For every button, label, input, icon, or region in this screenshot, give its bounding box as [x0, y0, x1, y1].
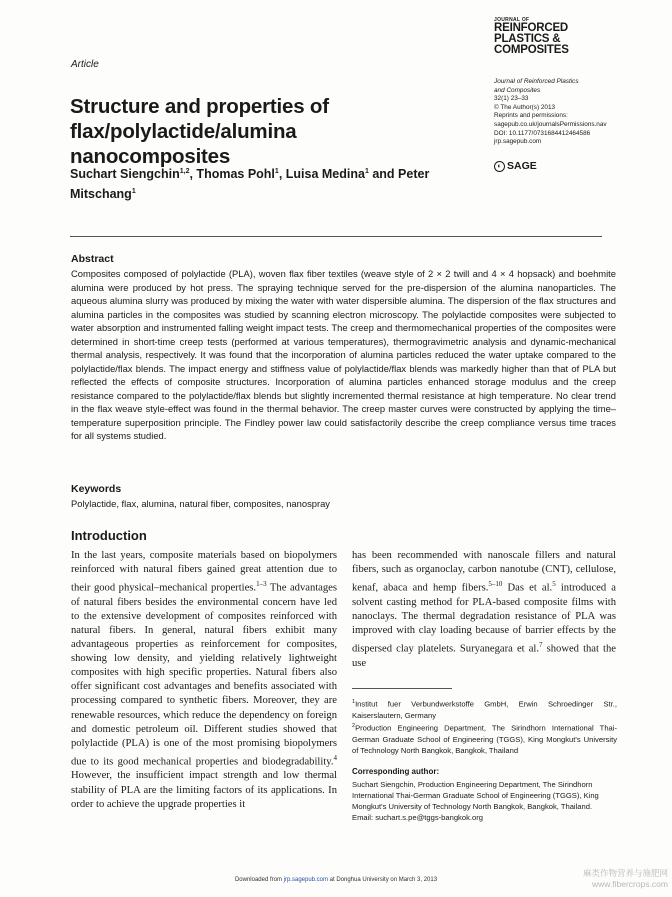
- body-text: showed that the use: [352, 643, 616, 669]
- body-text: In the last years, composite materials based on biopolymers reinforced with natural fibers gained great attention due to their good physical–mechanical properties.: [71, 550, 337, 594]
- reprints-url[interactable]: sagepub.co.uk/journalsPermissions.nav: [494, 120, 607, 128]
- journal-logo-line: COMPOSITES: [494, 44, 569, 56]
- journal-logo: [494, 17, 614, 56]
- corresponding-author-address: Suchart Siengchin, Production Engineering Department, The Sirindhorn International Thai-German Graduate School of Engineering (TGGS), King Mongkut's University of Technology North Bangkok, Bangkok, Thailand.: [352, 780, 599, 811]
- publisher-name: SAGE: [507, 160, 537, 172]
- affiliation-footnote: [352, 697, 617, 721]
- body-text: has been recommended with nanoscale fillers and natural fibers, such as organoclay, carbon nanotube (CNT), cellulose, kenaf, abaca and hemp fibers.: [352, 550, 616, 594]
- section-heading-introduction: Introduction: [71, 528, 147, 543]
- sage-logo-icon: ◐: [494, 161, 505, 172]
- journal-url[interactable]: jrp.sagepub.com: [494, 138, 542, 146]
- body-text: introduced a solvent casting method for PLA-based composite films with nanoclays. The thermal degradation resistance of PLA was improved with clay loading because of barrier effects by the dispersed clay platelets. Suryanegara et al.: [352, 582, 616, 655]
- reprints-label: Reprints and permissions:: [494, 112, 568, 120]
- keywords-text: Polylactide, flax, alumina, natural fiber, composites, nanospray: [71, 498, 330, 509]
- body-text: Das et al.: [502, 582, 553, 594]
- citation-marker: 1–3: [256, 580, 267, 589]
- author-name: Suchart Siengchin: [70, 167, 180, 182]
- body-column-left: [71, 549, 337, 812]
- affiliation-text: Production Engineering Department, The Sirindhorn International Thai-German Graduate School of Engineering (TGGS), King Mongkut's University of Technology North Bangkok, Bangkok, Thailand: [352, 723, 617, 755]
- journal-logo-line: PLASTICS &: [494, 33, 561, 45]
- copyright: © The Author(s) 2013: [494, 103, 556, 111]
- watermark-line: 麻类作物营养与施肥网: [582, 868, 668, 878]
- author-name: , Luisa Medina: [278, 167, 365, 182]
- body-column-right: [352, 549, 616, 671]
- doi[interactable]: DOI: 10.1177/0731684412464586: [494, 129, 591, 137]
- citation-marker: 4: [333, 753, 337, 762]
- download-link[interactable]: jrp.sagepub.com: [283, 877, 328, 883]
- author-name: , Thomas Pohl: [189, 167, 275, 182]
- footnote-divider: [352, 688, 452, 689]
- download-prefix: Downloaded from: [234, 877, 284, 883]
- affiliation-marker: 1: [274, 168, 279, 175]
- abstract-text: Composites composed of polylactide (PLA), woven flax fiber textiles (weave style of 2 × 2 twill and 4 × 4 hopsack) and boehmite alumina were produced by hot press. The spraying technique served for the pre-dispersion of the alumina nanoparticles. The aqueous alumina slurry was produced by mixing the water with water dispersible alumina. The dispersion of the flax structures and alumina particles in the composites was studied by scanning electron microscopy. The polylactide composites were subjected to water absorption and instrumented falling weight impact tests. The creep and thermomechanical properties of the composites were determined in short-time creep tests (performed at various temperatures), thermogravimetric analysis and dynamic-mechanical thermal analysis, respectively. It was found that the incorporation of alumina particles reduced the water uptake compared to the polylactide/flax blends. The impact energy and stiffness value of polylactide/flax blends was markedly higher than that of PLA but reflected the effects of composite structures. Incorporation of alumina particles enhanced storage modulus and the creep resistance compared to the polylactide/flax blends but slightly incremented thermal resistance at high temperature. No clear trend in the flax weave style-effect was found in the thermal behavior. The creep master curves were constructed by applying the time–temperature superposition principle. The Findley power law could satisfactorily describe the creep compliance versus time traces for all systems studied.: [71, 268, 616, 441]
- affiliation-text: Institut fuer Verbundwerkstoffe GmbH, Erwin Schroedinger Str., Kaiserslautern, Germany: [352, 699, 617, 720]
- citation-marker: 5–10: [488, 580, 503, 589]
- journal-logo-small: JOURNAL OF: [494, 17, 530, 23]
- watermark-url: www.fibercrops.com: [591, 879, 668, 889]
- volume-pages: 32(1) 23–33: [494, 95, 529, 103]
- author-name: and Peter Mitschang: [70, 167, 430, 202]
- corresponding-author-email[interactable]: Email: suchart.s.pe@tggs-bangkok.org: [352, 813, 483, 822]
- journal-name: Journal of Reinforced Plastics: [494, 78, 579, 85]
- citation-marker: 7: [539, 641, 543, 650]
- author-list: [70, 163, 450, 203]
- keywords-heading: Keywords: [71, 483, 122, 495]
- body-text: The advantages of natural fibers besides the environmental concern have led to the extensive development of composites reinforced with natural fibers. In general, natural fibers exhibit many advantageous properties as reinforcement for composites, showing low density, and yielding relatively lightweight composites with high specific properties. Natural fibers also offer significant cost advantages and benefits associated with processing compared to synthetic fibers. Moreover, they are renewable resources, which reduce the dependency on foreign and domestic petroleum oil. Different studies showed that polylactide (PLA) is one of the most promising biopolymers due to its good mechanical properties and biodegradability.: [71, 582, 338, 768]
- corresponding-author-details: [352, 779, 617, 823]
- affiliation-footnote: [352, 721, 617, 756]
- publication-meta: [494, 78, 654, 147]
- paper-title: Structure and properties of flax/polylactide/alumina nanocomposites: [70, 95, 329, 168]
- site-watermark: [548, 868, 668, 890]
- body-text: However, the insufficient impact strength and low thermal stability of PLA are the limiting factors of its applications. In order to achieve the upgrade properties it: [71, 770, 337, 810]
- abstract-heading: Abstract: [71, 253, 114, 265]
- affiliation-marker: 1,2: [179, 168, 190, 175]
- download-suffix: at Donghua University on March 3, 2013: [328, 877, 438, 883]
- header-divider: [70, 236, 602, 237]
- journal-logo-line: REINFORCED: [494, 22, 569, 34]
- affiliation-marker: 1: [131, 188, 136, 196]
- publisher-logo: [494, 160, 537, 172]
- affiliation-marker: 2: [352, 723, 356, 729]
- affiliation-marker: 1: [364, 168, 369, 175]
- corresponding-author-heading: Corresponding author:: [352, 767, 440, 776]
- journal-name-cont: and Composites: [494, 86, 541, 94]
- affiliation-marker: 1: [352, 699, 356, 705]
- article-type-label: Article: [71, 59, 99, 70]
- citation-marker: 5: [552, 580, 556, 589]
